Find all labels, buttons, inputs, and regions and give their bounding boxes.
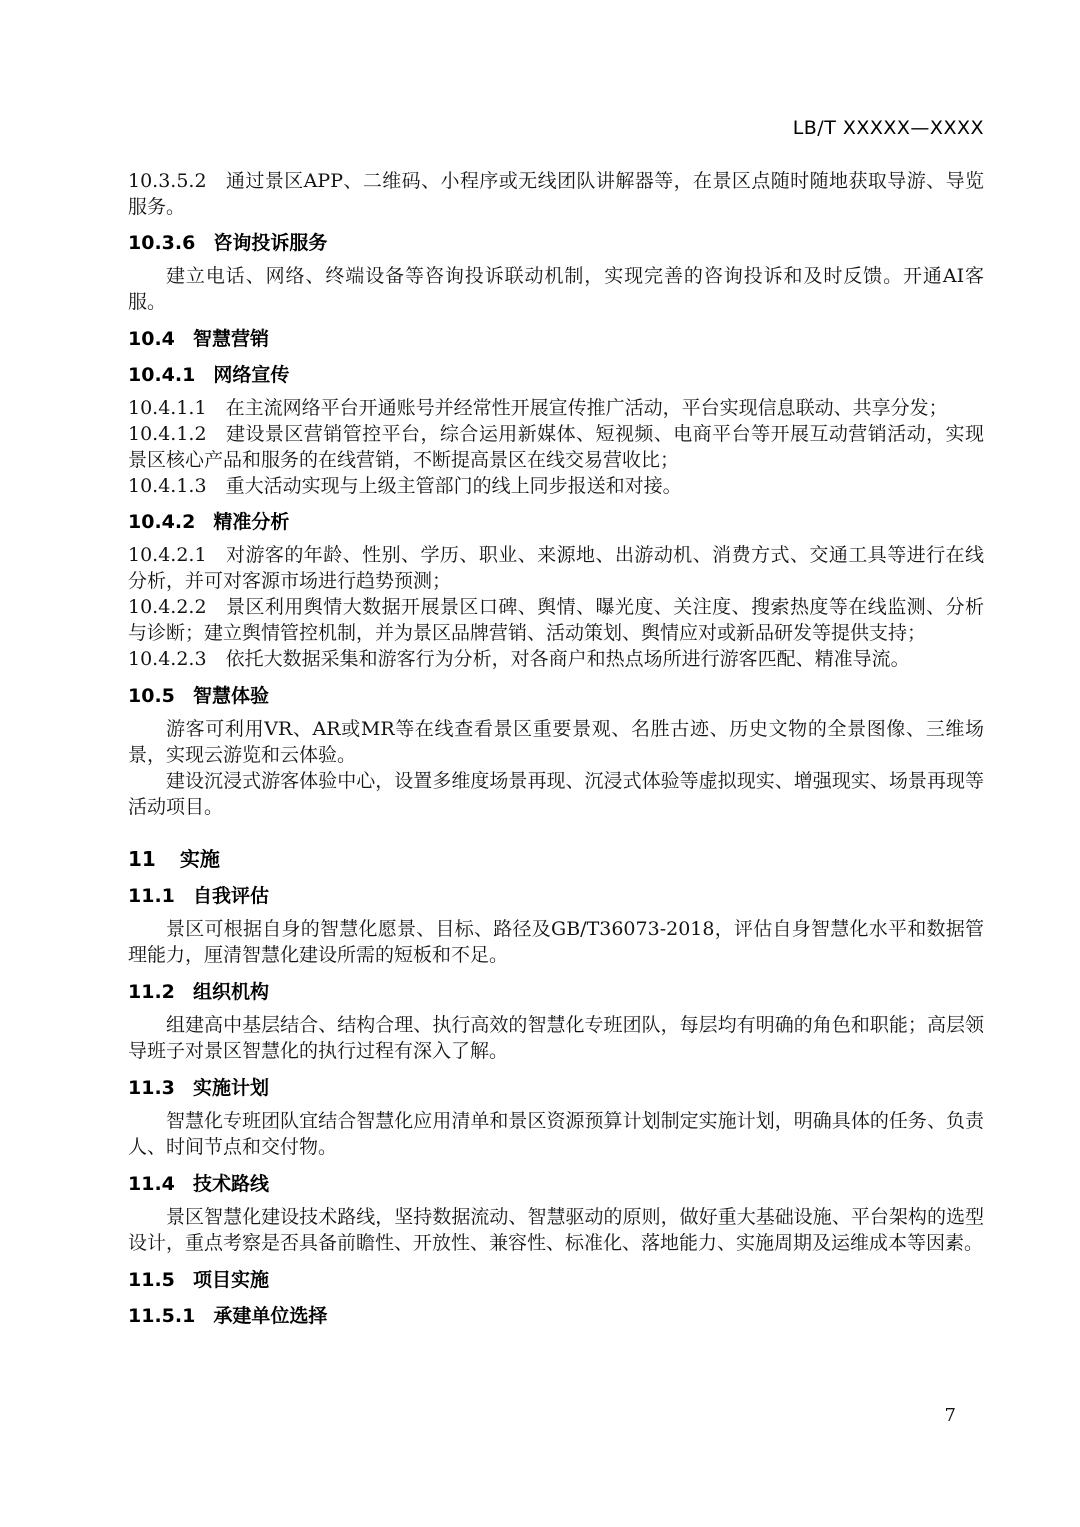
heading-number: 10.4: [128, 328, 175, 350]
heading-number: 11.3: [128, 1077, 175, 1099]
paragraph-p23: [128, 1204, 984, 1256]
paragraph-text: 建设景区营销管控平台，综合运用新媒体、短视频、电商平台等开展互动营销活动，实现景区核心产品和服务的在线营销，不断提高景区在线交易营收比；: [128, 423, 984, 471]
heading-number: 11.1: [128, 885, 175, 907]
heading-text: 咨询投诉服务: [213, 232, 328, 254]
paragraph-text: 景区智慧化建设技术路线，坚持数据流动、智慧驱动的原则，做好重大基础设施、平台架构的选型设计，重点考察是否具备前瞻性、开放性、兼容性、标准化、落地能力、实施周期及运维成本等因素。: [128, 1206, 984, 1254]
clause-10-4-1-3: [128, 473, 984, 499]
paragraph-p13: [128, 716, 984, 768]
clause-number: 10.4.1.2: [128, 423, 207, 445]
page-footer: [945, 1405, 956, 1427]
standard-code: LB/T XXXXX—XXXX: [792, 117, 984, 139]
clause-number: 10.4.2.1: [128, 544, 207, 566]
clause-number: 10.4.2.2: [128, 596, 207, 618]
heading-11-5-1: [128, 1303, 984, 1329]
paragraph-text: 通过景区APP、二维码、小程序或无线团队讲解器等，在景区点随时随地获取导游、导览服务。: [128, 170, 984, 218]
heading-number: 11.2: [128, 981, 175, 1003]
paragraph-text: 景区利用舆情大数据开展景区口碑、舆情、曝光度、关注度、搜索热度等在线监测、分析与诊断；建立舆情管控机制，并为景区品牌营销、活动策划、舆情应对或新品研发等提供支持；: [128, 596, 984, 644]
paragraph-text: 建设沉浸式游客体验中心，设置多维度场景再现、沉浸式体验等虚拟现实、增强现实、场景再现等活动项目。: [128, 770, 984, 818]
paragraph-p21: [128, 1108, 984, 1160]
paragraph-text: 组建高中基层结合、结构合理、执行高效的智慧化专班团队，每层均有明确的角色和职能；高层领导班子对景区智慧化的执行过程有深入了解。: [128, 1014, 984, 1062]
heading-number: 10.4.1: [128, 364, 196, 386]
heading-11: [128, 846, 984, 872]
heading-text: 实施: [179, 847, 220, 871]
heading-11-3: [128, 1075, 984, 1101]
heading-11-2: [128, 979, 984, 1005]
heading-text: 智慧营销: [192, 328, 269, 350]
heading-text: 实施计划: [192, 1077, 269, 1099]
heading-text: 精准分析: [213, 511, 290, 533]
heading-number: 11.5: [128, 1269, 175, 1291]
heading-text: 组织机构: [192, 981, 269, 1003]
heading-number: 10.5: [128, 685, 175, 707]
heading-11-5: [128, 1267, 984, 1293]
paragraph-text: 依托大数据采集和游客行为分析，对各商户和热点场所进行游客匹配、精准导流。: [225, 648, 910, 670]
clause-number: 10.4.2.3: [128, 648, 207, 670]
heading-11-4: [128, 1171, 984, 1197]
paragraph-text: 建立电话、网络、终端设备等咨询投诉联动机制，实现完善的咨询投诉和及时反馈。开通AI客服。: [128, 265, 984, 313]
paragraph-p17: [128, 916, 984, 968]
clause-10-4-1-2: [128, 421, 984, 473]
paragraph-text: 智慧化专班团队宜结合智慧化应用清单和景区资源预算计划制定实施计划，明确具体的任务、负责人、时间节点和交付物。: [128, 1110, 984, 1158]
heading-10-3-6: [128, 230, 984, 256]
clause-10-3-5-2: [128, 168, 984, 220]
heading-number: 10.3.6: [128, 232, 196, 254]
paragraph-text: 重大活动实现与上级主管部门的线上同步报送和对接。: [225, 475, 682, 497]
paragraph-p19: [128, 1012, 984, 1064]
heading-11-1: [128, 883, 984, 909]
heading-10-4-2: [128, 509, 984, 535]
clause-number: 10.4.1.1: [128, 397, 207, 419]
heading-number: 11.4: [128, 1173, 175, 1195]
clause-10-4-2-3: [128, 646, 984, 672]
paragraph-text: 游客可利用VR、AR或MR等在线查看景区重要景观、名胜古迹、历史文物的全景图像、三维场景，实现云游览和云体验。: [128, 718, 984, 766]
heading-text: 项目实施: [192, 1269, 269, 1291]
heading-text: 网络宣传: [213, 364, 290, 386]
clause-number: 10.3.5.2: [128, 170, 207, 192]
paragraph-text: 对游客的年龄、性别、学历、职业、来源地、出游动机、消费方式、交通工具等进行在线分析，并可对客源市场进行趋势预测；: [128, 544, 984, 592]
heading-number: 11.5.1: [128, 1305, 196, 1327]
heading-10-4: [128, 326, 984, 352]
clause-10-4-2-2: [128, 594, 984, 646]
heading-number: 11: [128, 847, 156, 871]
heading-text: 智慧体验: [192, 685, 269, 707]
page-number: 7: [944, 1405, 956, 1426]
document-content: [128, 168, 984, 1329]
clause-10-4-2-1: [128, 542, 984, 594]
heading-10-5: [128, 683, 984, 709]
heading-text: 技术路线: [192, 1173, 269, 1195]
heading-text: 自我评估: [192, 885, 269, 907]
page-header: [128, 116, 984, 140]
heading-text: 承建单位选择: [213, 1305, 328, 1327]
clause-number: 10.4.1.3: [128, 475, 207, 497]
paragraph-p14: [128, 768, 984, 820]
paragraph-p2: [128, 263, 984, 315]
paragraph-text: 景区可根据自身的智慧化愿景、目标、路径及GB/T36073-2018，评估自身智慧化水平和数据管理能力，厘清智慧化建设所需的短板和不足。: [128, 918, 984, 966]
heading-number: 10.4.2: [128, 511, 196, 533]
paragraph-text: 在主流网络平台开通账号并经常性开展宣传推广活动，平台实现信息联动、共享分发；: [225, 397, 948, 419]
clause-10-4-1-1: [128, 395, 984, 421]
heading-10-4-1: [128, 362, 984, 388]
